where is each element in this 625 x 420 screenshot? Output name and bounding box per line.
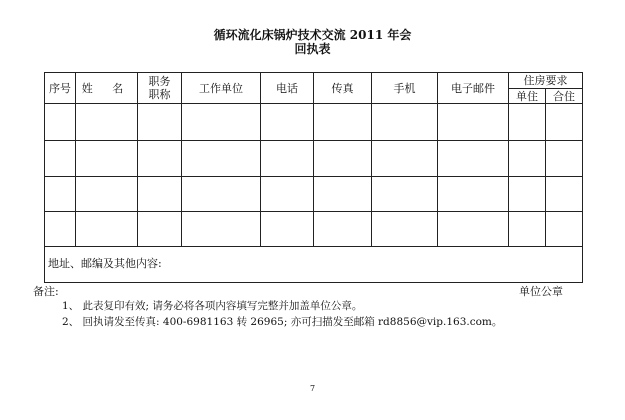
header-seq: 序号 <box>45 73 76 104</box>
cell-mobile[interactable] <box>372 104 438 141</box>
cell-work-unit[interactable] <box>182 212 261 247</box>
cell-name[interactable] <box>76 104 138 141</box>
cell-work-unit[interactable] <box>182 104 261 141</box>
cell-name[interactable] <box>76 177 138 212</box>
cell-single[interactable] <box>509 212 546 247</box>
header-fax: 传真 <box>314 73 372 104</box>
header-position-line1: 职务 <box>148 75 171 88</box>
cell-seq[interactable] <box>45 212 76 247</box>
cell-position[interactable] <box>138 177 182 212</box>
cell-fax[interactable] <box>314 141 372 177</box>
cell-shared[interactable] <box>546 104 583 141</box>
header-lodging: 住房要求 <box>509 73 583 89</box>
header-position-line2: 职称 <box>148 88 171 101</box>
cell-fax[interactable] <box>314 177 372 212</box>
cell-email[interactable] <box>438 177 509 212</box>
header-phone: 电话 <box>261 73 314 104</box>
header-mobile: 手机 <box>372 73 438 104</box>
cell-single[interactable] <box>509 141 546 177</box>
cell-fax[interactable] <box>314 212 372 247</box>
cell-phone[interactable] <box>261 177 314 212</box>
cell-seq[interactable] <box>45 141 76 177</box>
note-item: 1、 此表复印有效; 请务必将各项内容填写完整并加盖单位公章。 <box>62 300 363 312</box>
cell-mobile[interactable] <box>372 177 438 212</box>
header-name: 姓 名 <box>76 73 138 104</box>
cell-seq[interactable] <box>45 177 76 212</box>
cell-position[interactable] <box>138 212 182 247</box>
header-single: 单住 <box>509 89 546 104</box>
cell-mobile[interactable] <box>372 141 438 177</box>
cell-email[interactable] <box>438 141 509 177</box>
cell-single[interactable] <box>509 177 546 212</box>
cell-shared[interactable] <box>546 177 583 212</box>
cell-seq[interactable] <box>45 104 76 141</box>
cell-phone[interactable] <box>261 212 314 247</box>
cell-name[interactable] <box>76 141 138 177</box>
header-work-unit: 工作单位 <box>182 73 261 104</box>
cell-email[interactable] <box>438 104 509 141</box>
cell-position[interactable] <box>138 141 182 177</box>
cell-work-unit[interactable] <box>182 141 261 177</box>
registration-table <box>44 72 583 283</box>
header-email: 电子邮件 <box>438 73 509 104</box>
cell-shared[interactable] <box>546 212 583 247</box>
seal-label: 单位公章 <box>519 285 563 298</box>
cell-single[interactable] <box>509 104 546 141</box>
address-label: 地址、邮编及其他内容: <box>48 257 162 270</box>
form-title: 循环流化床锅炉技术交流 2011 年会 <box>213 28 412 42</box>
cell-position[interactable] <box>138 104 182 141</box>
table-row <box>45 104 583 141</box>
page-number: 7 <box>309 384 316 393</box>
note-item: 2、 回执请发至传真: 400-6981163 转 26965; 亦可扫描发至邮箱 rd8856@vip.163.com。 <box>62 316 503 328</box>
table-row <box>45 141 583 177</box>
cell-fax[interactable] <box>314 104 372 141</box>
notes-label: 备注: <box>33 285 59 298</box>
address-field[interactable] <box>45 247 583 283</box>
header-position <box>138 73 182 104</box>
cell-mobile[interactable] <box>372 212 438 247</box>
cell-shared[interactable] <box>546 141 583 177</box>
cell-email[interactable] <box>438 212 509 247</box>
header-shared: 合住 <box>546 89 583 104</box>
cell-phone[interactable] <box>261 104 314 141</box>
form-subtitle: 回执表 <box>294 42 331 56</box>
cell-work-unit[interactable] <box>182 177 261 212</box>
table-row <box>45 177 583 212</box>
table-row <box>45 212 583 247</box>
cell-phone[interactable] <box>261 141 314 177</box>
cell-name[interactable] <box>76 212 138 247</box>
